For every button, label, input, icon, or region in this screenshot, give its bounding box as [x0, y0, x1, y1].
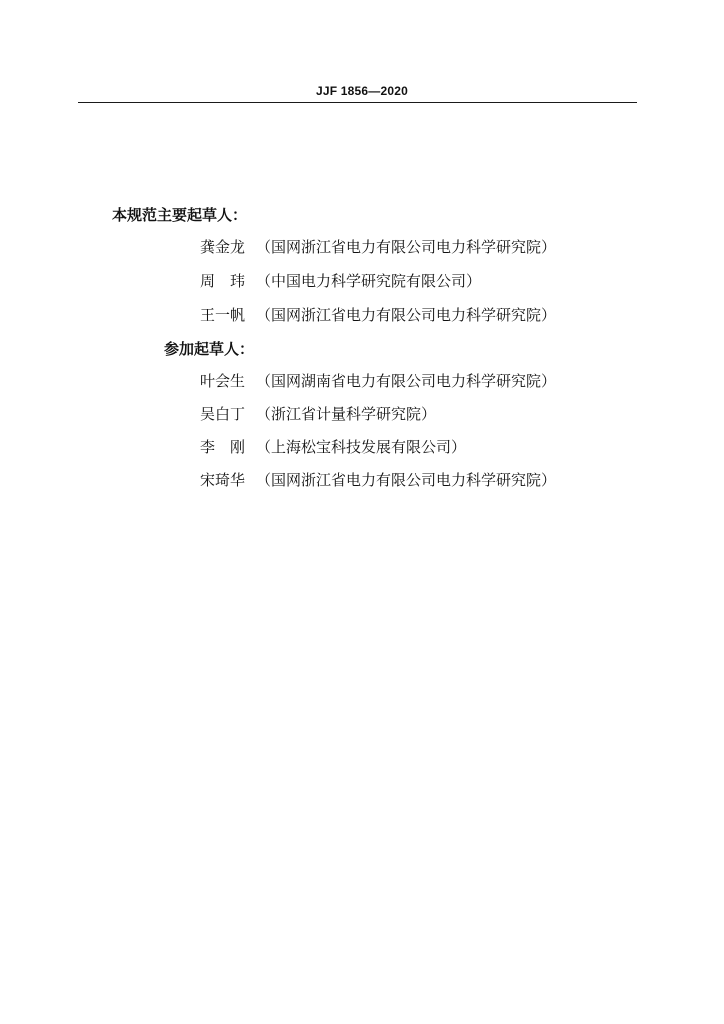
header-divider	[78, 102, 637, 103]
main-drafter-row	[200, 271, 481, 291]
participating-drafter-row	[200, 437, 466, 457]
drafter-name: 叶会生	[200, 372, 246, 390]
drafter-organization: （中国电力科学研究院有限公司）	[256, 272, 482, 290]
drafter-organization: （国网湖南省电力有限公司电力科学研究院）	[256, 372, 557, 390]
main-drafter-row	[200, 237, 556, 257]
drafter-name: 龚金龙	[200, 238, 246, 256]
drafter-organization: （国网浙江省电力有限公司电力科学研究院）	[256, 238, 557, 256]
participating-drafter-row	[200, 371, 556, 391]
participating-drafters-title: 参加起草人：	[164, 340, 255, 358]
main-drafters-title: 本规范主要起草人：	[112, 206, 248, 224]
participating-drafter-row	[200, 404, 436, 424]
drafter-name: 王一帆	[200, 306, 246, 324]
page-header-code: JJF 1856—2020	[315, 84, 408, 98]
drafter-organization: （国网浙江省电力有限公司电力科学研究院）	[256, 471, 557, 489]
drafter-organization: （浙江省计量科学研究院）	[256, 405, 437, 423]
drafter-name: 李 刚	[200, 438, 246, 456]
main-drafter-row	[200, 305, 556, 325]
drafter-organization: （上海松宝科技发展有限公司）	[256, 438, 467, 456]
drafter-name: 周 玮	[200, 272, 246, 290]
drafter-name: 宋琦华	[200, 471, 246, 489]
drafter-organization: （国网浙江省电力有限公司电力科学研究院）	[256, 306, 557, 324]
drafter-name: 吴白丁	[200, 405, 246, 423]
participating-drafter-row	[200, 470, 556, 490]
